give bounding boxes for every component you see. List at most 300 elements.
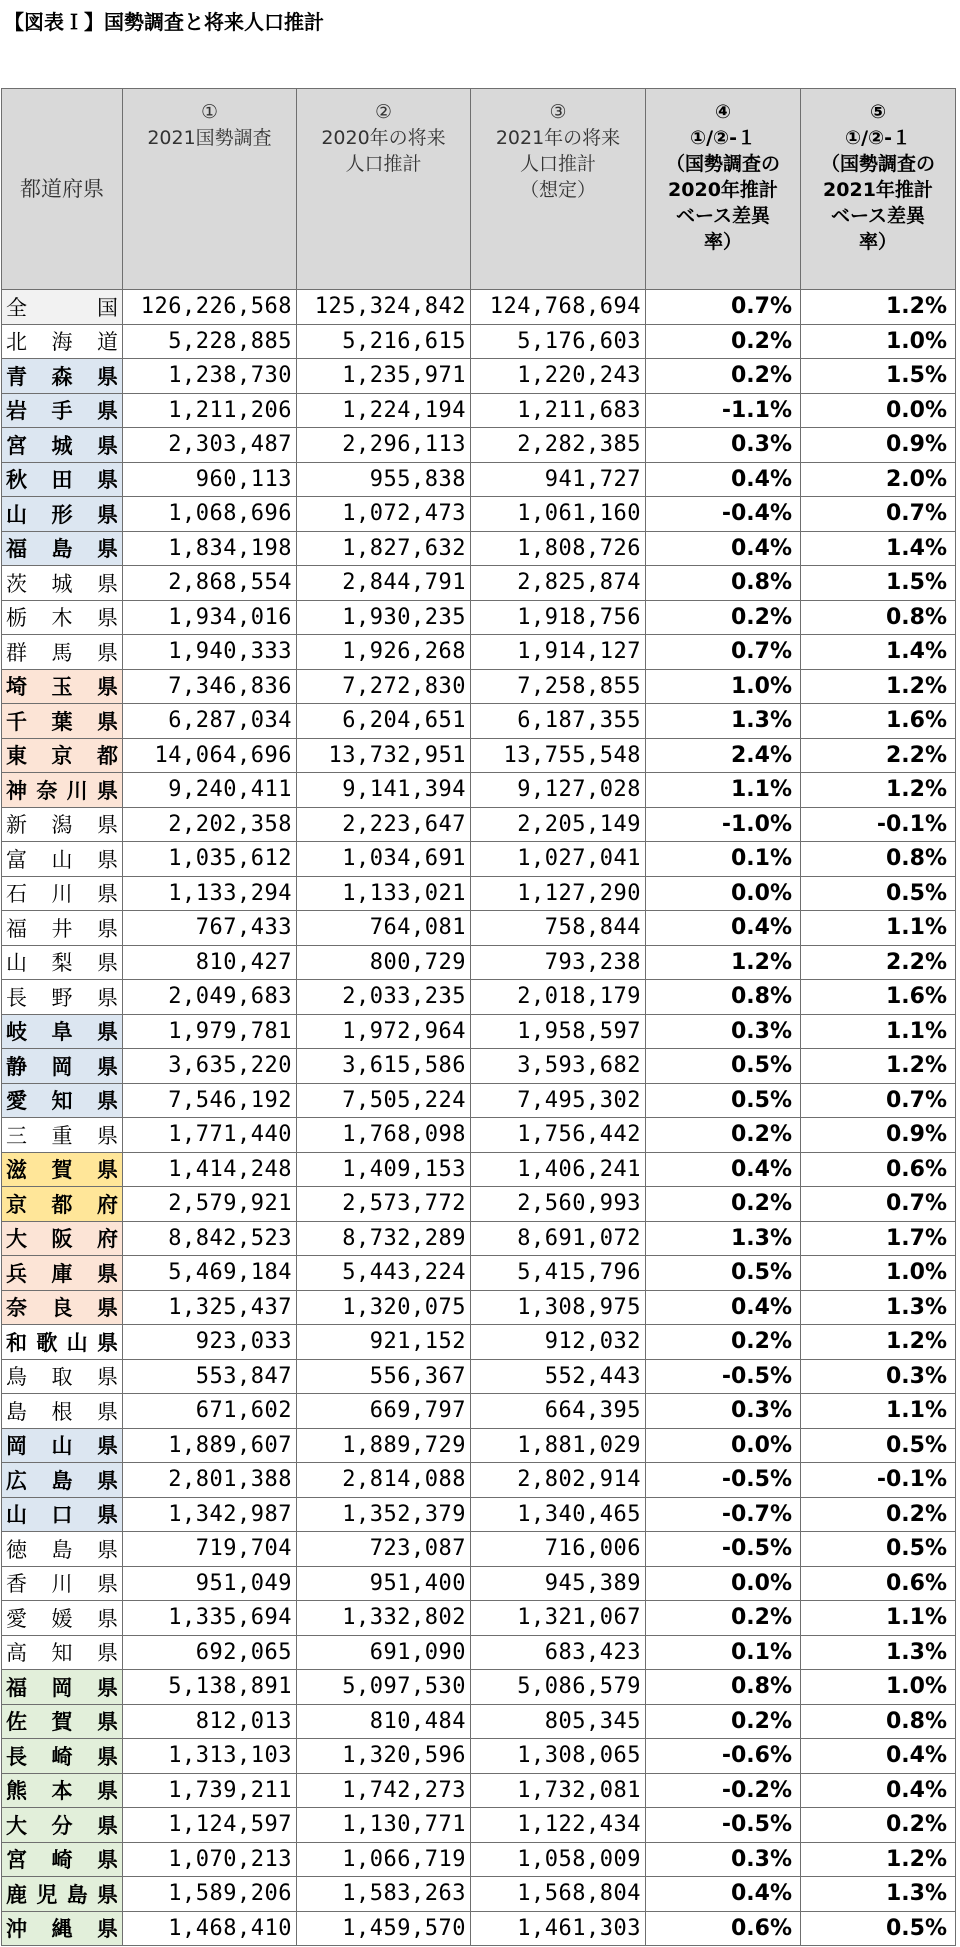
table-row [2, 1359, 956, 1394]
diff-rate-2021: 0.8% [801, 600, 956, 635]
diff-rate-2020: -0.5% [646, 1532, 801, 1567]
prefecture-name [2, 1566, 123, 1601]
census-2021-value: 2,579,921 [123, 1187, 297, 1222]
table-row [2, 1256, 956, 1291]
header-line: ② [374, 101, 393, 123]
header-line: 2021年推計 [823, 179, 933, 201]
census-2021-value: 1,035,612 [123, 842, 297, 877]
prefecture-label: 三 重 県 [6, 1123, 118, 1148]
prefecture-name [2, 359, 123, 394]
prefecture-name [2, 1842, 123, 1877]
prefecture-label: 兵 庫 県 [6, 1261, 118, 1286]
table-row [2, 1428, 956, 1463]
prefecture-label: 新 潟 県 [6, 813, 118, 838]
census-2021-value: 1,940,333 [123, 635, 297, 670]
table-row [2, 1463, 956, 1498]
diff-rate-2020: 0.6% [646, 1911, 801, 1946]
table-header [2, 89, 956, 290]
prefecture-name [2, 531, 123, 566]
diff-rate-2020: 0.3% [646, 1842, 801, 1877]
diff-rate-2020: 1.0% [646, 669, 801, 704]
diff-rate-2021: 2.0% [801, 462, 956, 497]
header-line: （想定） [519, 179, 596, 201]
census-2021-value: 923,033 [123, 1325, 297, 1360]
population-table [1, 88, 956, 1946]
diff-rate-2021: 1.1% [801, 1014, 956, 1049]
diff-rate-2021: 0.7% [801, 497, 956, 532]
prefecture-name [2, 773, 123, 808]
prefecture-label: 茨 城 県 [6, 571, 118, 596]
projection-2021-value: 941,727 [471, 462, 646, 497]
diff-rate-2020: 0.5% [646, 1083, 801, 1118]
header-line: 率） [703, 231, 742, 253]
prefecture-name [2, 980, 123, 1015]
table-row [2, 566, 956, 601]
projection-2021-value: 2,825,874 [471, 566, 646, 601]
projection-2021-value: 13,755,548 [471, 738, 646, 773]
census-2021-value: 1,889,607 [123, 1428, 297, 1463]
prefecture-label: 埼 玉 県 [6, 675, 118, 700]
prefecture-name [2, 1187, 123, 1222]
diff-rate-2020: 0.7% [646, 635, 801, 670]
census-2021-value: 9,240,411 [123, 773, 297, 808]
projection-2020-value: 1,409,153 [297, 1152, 471, 1187]
diff-rate-2020: 0.1% [646, 1635, 801, 1670]
projection-2020-value: 1,320,075 [297, 1290, 471, 1325]
table-row [2, 1532, 956, 1567]
prefecture-label: 岐 阜 県 [6, 1020, 118, 1045]
table-row [2, 842, 956, 877]
table-row [2, 1739, 956, 1774]
projection-2020-value: 1,926,268 [297, 635, 471, 670]
census-2021-value: 1,124,597 [123, 1808, 297, 1843]
table-row [2, 1773, 956, 1808]
projection-2020-value: 1,224,194 [297, 393, 471, 428]
prefecture-label: 千 葉 県 [6, 709, 118, 734]
prefecture-label: 山 口 県 [6, 1503, 118, 1528]
census-2021-value: 1,238,730 [123, 359, 297, 394]
projection-2020-value: 691,090 [297, 1635, 471, 1670]
prefecture-name [2, 738, 123, 773]
census-2021-value: 812,013 [123, 1704, 297, 1739]
census-2021-value: 692,065 [123, 1635, 297, 1670]
diff-rate-2020: 1.3% [646, 704, 801, 739]
census-2021-value: 1,211,206 [123, 393, 297, 428]
census-2021-value: 767,433 [123, 911, 297, 946]
prefecture-name [2, 1221, 123, 1256]
prefecture-name [2, 324, 123, 359]
diff-rate-2020: 0.5% [646, 1049, 801, 1084]
census-2021-value: 3,635,220 [123, 1049, 297, 1084]
projection-2021-value: 552,443 [471, 1359, 646, 1394]
projection-2020-value: 2,814,088 [297, 1463, 471, 1498]
prefecture-name [2, 1463, 123, 1498]
diff-rate-2021: 1.2% [801, 1049, 956, 1084]
diff-rate-2021: -0.1% [801, 1463, 956, 1498]
prefecture-label: 北 海 道 [6, 330, 118, 355]
diff-rate-2021: 1.2% [801, 1842, 956, 1877]
table-row [2, 704, 956, 739]
diff-rate-2021: 0.8% [801, 1704, 956, 1739]
prefecture-label: 滋 賀 県 [6, 1158, 118, 1183]
prefecture-label: 秋 田 県 [6, 468, 118, 493]
census-2021-value: 2,868,554 [123, 566, 297, 601]
prefecture-name [2, 497, 123, 532]
prefecture-name [2, 1325, 123, 1360]
projection-2020-value: 1,130,771 [297, 1808, 471, 1843]
projection-2020-value: 556,367 [297, 1359, 471, 1394]
projection-2021-value: 9,127,028 [471, 773, 646, 808]
prefecture-name [2, 807, 123, 842]
prefecture-label: 福 井 県 [6, 916, 118, 941]
projection-2020-value: 764,081 [297, 911, 471, 946]
census-2021-value: 1,934,016 [123, 600, 297, 635]
table-row [2, 1566, 956, 1601]
prefecture-name [2, 1152, 123, 1187]
table-row [2, 1118, 956, 1153]
prefecture-label: 神 奈 川 県 [6, 778, 118, 803]
projection-2021-value: 683,423 [471, 1635, 646, 1670]
projection-2020-value: 1,742,273 [297, 1773, 471, 1808]
census-2021-value: 2,303,487 [123, 428, 297, 463]
prefecture-name [2, 1532, 123, 1567]
projection-2021-value: 758,844 [471, 911, 646, 946]
header-line: （国勢調査の [665, 153, 780, 175]
diff-rate-2020: 0.2% [646, 600, 801, 635]
projection-2021-value: 1,958,597 [471, 1014, 646, 1049]
diff-rate-2021: 1.5% [801, 566, 956, 601]
diff-rate-2020: 0.2% [646, 1118, 801, 1153]
prefecture-label: 熊 本 県 [6, 1779, 118, 1804]
table-row [2, 1394, 956, 1429]
projection-2021-value: 2,282,385 [471, 428, 646, 463]
diff-rate-2020: 0.5% [646, 1256, 801, 1291]
table-row [2, 1842, 956, 1877]
diff-rate-2020: 0.4% [646, 911, 801, 946]
projection-2021-value: 1,058,009 [471, 1842, 646, 1877]
projection-2021-value: 5,415,796 [471, 1256, 646, 1291]
prefecture-name [2, 566, 123, 601]
prefecture-label: 全 国 [6, 295, 118, 320]
prefecture-label: 徳 島 県 [6, 1537, 118, 1562]
prefecture-label: 福 島 県 [6, 537, 118, 562]
prefecture-name [2, 1601, 123, 1636]
projection-2020-value: 2,223,647 [297, 807, 471, 842]
diff-rate-2020: 1.2% [646, 945, 801, 980]
table-row [2, 669, 956, 704]
table-row [2, 1152, 956, 1187]
projection-2021-value: 5,176,603 [471, 324, 646, 359]
projection-2020-value: 810,484 [297, 1704, 471, 1739]
diff-rate-2021: 1.3% [801, 1877, 956, 1912]
diff-rate-2020: -0.5% [646, 1463, 801, 1498]
table-row [2, 773, 956, 808]
census-2021-value: 5,469,184 [123, 1256, 297, 1291]
prefecture-name [2, 1739, 123, 1774]
table-row [2, 359, 956, 394]
diff-rate-2021: 1.2% [801, 1325, 956, 1360]
diff-rate-2021: 1.1% [801, 1394, 956, 1429]
projection-2020-value: 125,324,842 [297, 290, 471, 325]
prefecture-name [2, 1428, 123, 1463]
diff-rate-2021: 1.0% [801, 1256, 956, 1291]
table-row [2, 980, 956, 1015]
projection-2020-value: 955,838 [297, 462, 471, 497]
census-2021-value: 951,049 [123, 1566, 297, 1601]
diff-rate-2021: 0.8% [801, 842, 956, 877]
projection-2020-value: 1,133,021 [297, 876, 471, 911]
diff-rate-2020: 0.0% [646, 1428, 801, 1463]
projection-2021-value: 805,345 [471, 1704, 646, 1739]
projection-2021-value: 3,593,682 [471, 1049, 646, 1084]
projection-2020-value: 7,505,224 [297, 1083, 471, 1118]
census-2021-value: 1,771,440 [123, 1118, 297, 1153]
diff-rate-2021: 1.7% [801, 1221, 956, 1256]
census-2021-value: 553,847 [123, 1359, 297, 1394]
table-row [2, 1325, 956, 1360]
projection-2020-value: 1,320,596 [297, 1739, 471, 1774]
diff-rate-2021: 1.3% [801, 1290, 956, 1325]
prefecture-label: 青 森 県 [6, 364, 118, 389]
projection-2021-value: 1,127,290 [471, 876, 646, 911]
diff-rate-2021: 0.3% [801, 1359, 956, 1394]
table-row [2, 635, 956, 670]
diff-rate-2020: 0.0% [646, 876, 801, 911]
diff-rate-2021: 0.4% [801, 1773, 956, 1808]
prefecture-label: 静 岡 県 [6, 1054, 118, 1079]
prefecture-label: 長 野 県 [6, 985, 118, 1010]
diff-rate-2020: 0.4% [646, 462, 801, 497]
prefecture-name [2, 428, 123, 463]
projection-2021-value: 2,018,179 [471, 980, 646, 1015]
diff-rate-2020: 1.1% [646, 773, 801, 808]
diff-rate-2020: 0.8% [646, 980, 801, 1015]
projection-2020-value: 1,034,691 [297, 842, 471, 877]
projection-2021-value: 664,395 [471, 1394, 646, 1429]
diff-rate-2020: 0.1% [646, 842, 801, 877]
diff-rate-2020: 1.3% [646, 1221, 801, 1256]
projection-2021-value: 1,061,160 [471, 497, 646, 532]
census-2021-value: 671,602 [123, 1394, 297, 1429]
diff-rate-2020: 0.2% [646, 1601, 801, 1636]
census-2021-value: 1,313,103 [123, 1739, 297, 1774]
projection-2021-value: 7,258,855 [471, 669, 646, 704]
diff-rate-2020: 0.8% [646, 1670, 801, 1705]
table-row [2, 393, 956, 428]
table-row [2, 1635, 956, 1670]
projection-2021-value: 2,802,914 [471, 1463, 646, 1498]
table-row [2, 497, 956, 532]
prefecture-label: 大 阪 府 [6, 1227, 118, 1252]
census-2021-value: 6,287,034 [123, 704, 297, 739]
diff-rate-2021: 0.7% [801, 1187, 956, 1222]
prefecture-label: 東 京 都 [6, 744, 118, 769]
projection-2021-value: 945,389 [471, 1566, 646, 1601]
projection-2021-value: 1,308,065 [471, 1739, 646, 1774]
census-2021-value: 960,113 [123, 462, 297, 497]
table-row [2, 911, 956, 946]
census-2021-value: 126,226,568 [123, 290, 297, 325]
header-line: ④ [714, 101, 732, 123]
projection-2021-value: 1,406,241 [471, 1152, 646, 1187]
table-body [2, 290, 956, 1946]
census-2021-value: 1,070,213 [123, 1842, 297, 1877]
diff-rate-2020: 0.2% [646, 324, 801, 359]
diff-rate-2021: 0.2% [801, 1497, 956, 1532]
projection-2021-value: 1,321,067 [471, 1601, 646, 1636]
census-2021-value: 14,064,696 [123, 738, 297, 773]
prefecture-label: 愛 知 県 [6, 1089, 118, 1114]
prefecture-label: 宮 城 県 [6, 433, 118, 458]
projection-2020-value: 951,400 [297, 1566, 471, 1601]
projection-2021-value: 1,808,726 [471, 531, 646, 566]
projection-2021-value: 1,568,804 [471, 1877, 646, 1912]
projection-2020-value: 669,797 [297, 1394, 471, 1429]
diff-rate-2021: 2.2% [801, 945, 956, 980]
prefecture-name [2, 1877, 123, 1912]
table-row [2, 1221, 956, 1256]
projection-2021-value: 124,768,694 [471, 290, 646, 325]
prefecture-name [2, 842, 123, 877]
diff-rate-2020: -0.5% [646, 1808, 801, 1843]
census-2021-value: 1,834,198 [123, 531, 297, 566]
diff-rate-2021: 0.6% [801, 1566, 956, 1601]
projection-2020-value: 1,768,098 [297, 1118, 471, 1153]
table-row [2, 1083, 956, 1118]
document-title: 【図表Ｉ】国勢調査と将来人口推計 [4, 10, 324, 34]
census-2021-value: 1,468,410 [123, 1911, 297, 1946]
prefecture-name [2, 911, 123, 946]
census-2021-value: 1,414,248 [123, 1152, 297, 1187]
prefecture-name [2, 1704, 123, 1739]
projection-2020-value: 2,033,235 [297, 980, 471, 1015]
projection-2020-value: 6,204,651 [297, 704, 471, 739]
diff-rate-2020: 0.2% [646, 359, 801, 394]
table-row [2, 876, 956, 911]
projection-2020-value: 2,844,791 [297, 566, 471, 601]
prefecture-label: 和 歌 山 県 [6, 1330, 118, 1355]
table-row [2, 1014, 956, 1049]
projection-2020-value: 1,972,964 [297, 1014, 471, 1049]
projection-2020-value: 1,930,235 [297, 600, 471, 635]
prefecture-name [2, 1497, 123, 1532]
diff-rate-2020: 0.4% [646, 531, 801, 566]
projection-2020-value: 9,141,394 [297, 773, 471, 808]
prefecture-name [2, 1773, 123, 1808]
diff-rate-2020: -0.6% [646, 1739, 801, 1774]
header-line: ① [200, 101, 219, 123]
census-2021-value: 2,202,358 [123, 807, 297, 842]
diff-rate-2021: 0.0% [801, 393, 956, 428]
diff-rate-2021: 0.5% [801, 1532, 956, 1567]
projection-2020-value: 1,332,802 [297, 1601, 471, 1636]
table-row [2, 290, 956, 325]
diff-rate-2021: 1.3% [801, 1635, 956, 1670]
census-2021-value: 7,346,836 [123, 669, 297, 704]
diff-rate-2021: 1.6% [801, 704, 956, 739]
prefecture-label: 広 島 県 [6, 1468, 118, 1493]
census-2021-value: 7,546,192 [123, 1083, 297, 1118]
diff-rate-2021: 0.2% [801, 1808, 956, 1843]
header-line: ①/②-１ [690, 127, 756, 149]
table-row [2, 600, 956, 635]
diff-rate-2020: -0.4% [646, 497, 801, 532]
census-2021-value: 1,739,211 [123, 1773, 297, 1808]
diff-rate-2020: -0.7% [646, 1497, 801, 1532]
projection-2021-value: 1,308,975 [471, 1290, 646, 1325]
projection-2021-value: 1,461,303 [471, 1911, 646, 1946]
diff-rate-2020: -0.2% [646, 1773, 801, 1808]
projection-2020-value: 7,272,830 [297, 669, 471, 704]
prefecture-label: 富 山 県 [6, 847, 118, 872]
table-row [2, 1877, 956, 1912]
projection-2020-value: 1,459,570 [297, 1911, 471, 1946]
prefecture-name [2, 1014, 123, 1049]
header-line: 2021国勢調査 [147, 127, 272, 149]
header-line: 2020年推計 [668, 179, 778, 201]
table-row [2, 807, 956, 842]
prefecture-label: 鹿 児 島 県 [6, 1882, 118, 1907]
projection-2021-value: 2,560,993 [471, 1187, 646, 1222]
census-2021-value: 1,133,294 [123, 876, 297, 911]
prefecture-name [2, 635, 123, 670]
header-line: 率） [858, 231, 897, 253]
header-census-2021 [123, 89, 297, 290]
table-row [2, 738, 956, 773]
projection-2020-value: 1,889,729 [297, 1428, 471, 1463]
diff-rate-2020: 0.4% [646, 1290, 801, 1325]
diff-rate-2020: 0.2% [646, 1704, 801, 1739]
projection-2021-value: 5,086,579 [471, 1670, 646, 1705]
projection-2020-value: 3,615,586 [297, 1049, 471, 1084]
census-2021-value: 1,342,987 [123, 1497, 297, 1532]
header-prefecture: 都道府県 [2, 89, 123, 290]
header-diff-2020 [646, 89, 801, 290]
prefecture-label: 福 岡 県 [6, 1675, 118, 1700]
diff-rate-2020: 0.3% [646, 1394, 801, 1429]
prefecture-name [2, 1049, 123, 1084]
diff-rate-2020: -1.0% [646, 807, 801, 842]
projection-2021-value: 716,006 [471, 1532, 646, 1567]
prefecture-label: 長 崎 県 [6, 1744, 118, 1769]
census-2021-value: 1,589,206 [123, 1877, 297, 1912]
prefecture-name [2, 945, 123, 980]
projection-2021-value: 793,238 [471, 945, 646, 980]
table-row [2, 1290, 956, 1325]
projection-2020-value: 5,216,615 [297, 324, 471, 359]
diff-rate-2020: 0.4% [646, 1877, 801, 1912]
prefecture-label: 石 川 県 [6, 882, 118, 907]
prefecture-label: 沖 縄 県 [6, 1917, 118, 1942]
projection-2020-value: 5,443,224 [297, 1256, 471, 1291]
projection-2020-value: 5,097,530 [297, 1670, 471, 1705]
projection-2021-value: 1,122,434 [471, 1808, 646, 1843]
prefecture-name [2, 1635, 123, 1670]
prefecture-label: 奈 良 県 [6, 1296, 118, 1321]
diff-rate-2020: 2.4% [646, 738, 801, 773]
projection-2020-value: 1,827,632 [297, 531, 471, 566]
diff-rate-2021: 1.1% [801, 1601, 956, 1636]
census-2021-value: 1,068,696 [123, 497, 297, 532]
projection-2021-value: 1,914,127 [471, 635, 646, 670]
prefecture-name [2, 600, 123, 635]
diff-rate-2020: 0.8% [646, 566, 801, 601]
table-row [2, 1049, 956, 1084]
diff-rate-2021: 0.5% [801, 1911, 956, 1946]
diff-rate-2021: 0.5% [801, 876, 956, 911]
projection-2021-value: 912,032 [471, 1325, 646, 1360]
table-row [2, 462, 956, 497]
